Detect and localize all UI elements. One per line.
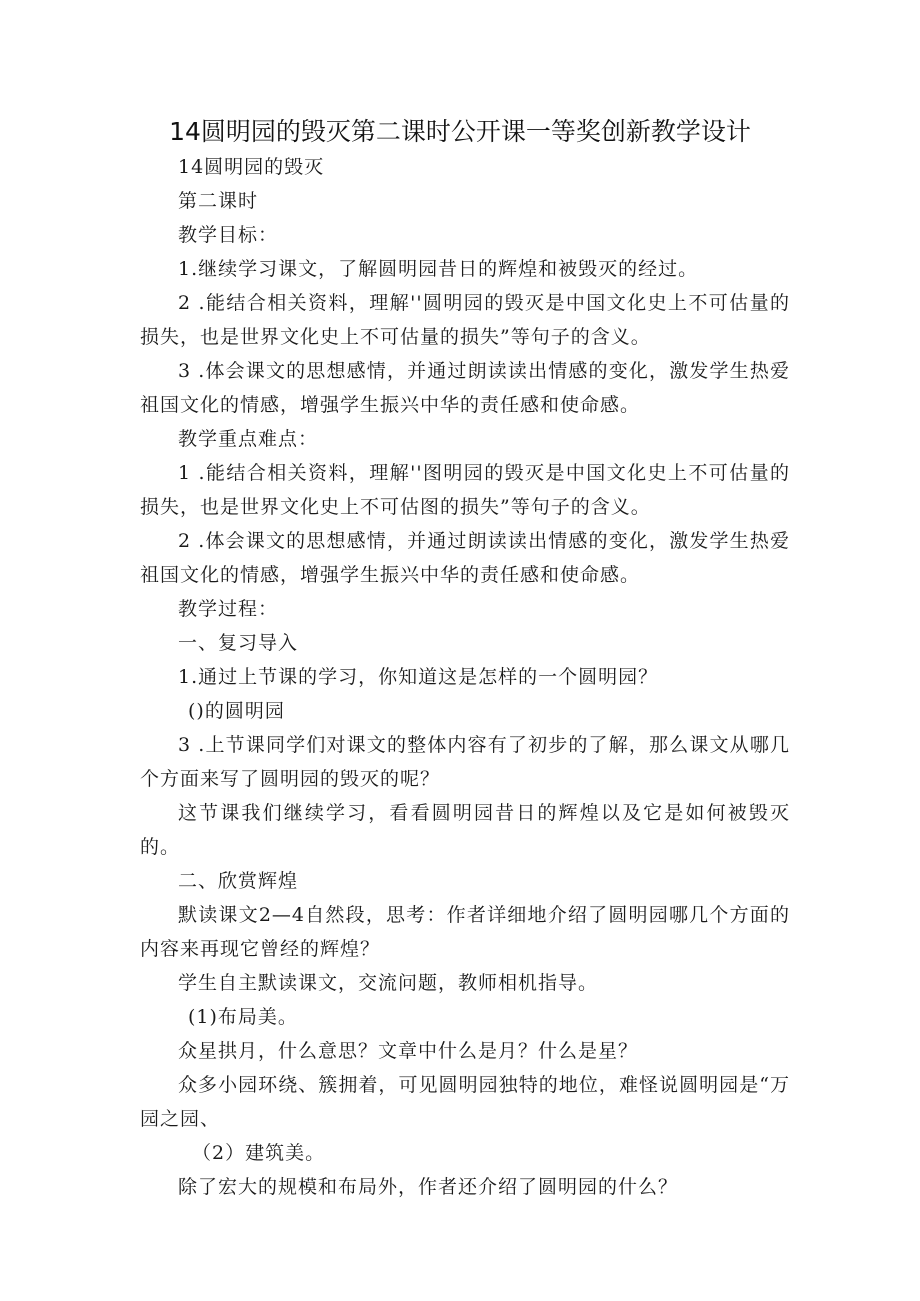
paragraph-lesson-period: 第二课时 — [178, 190, 259, 212]
paragraph-stars-question: 众星拱月，什么意思？文章中什么是月？什么是星？ — [178, 1040, 639, 1062]
paragraph-process-heading: 教学过程： — [178, 598, 279, 620]
paragraph-goal-2: 2 .能结合相关资料，理解''圆明园的毁灭是中国文化史上不可估量的损失，也是世界文化史上不可估量的损失”等句子的含义。 — [140, 292, 790, 348]
paragraph-garden-of-gardens: 众多小园环绕、簇拥着，可见圆明园独特的地位，难怪说圆明园是“万园之园、 — [140, 1074, 790, 1130]
paragraph-student-reading: 学生自主默读课文，交流问题，教师相机指导。 — [178, 972, 599, 994]
paragraph-review-question-3: 3 .上节课同学们对课文的整体内容有了初步的了解，那么课文从哪几个方面来写了圆明园的毁灭的呢？ — [140, 734, 790, 790]
paragraph-review-question-1: 1.通过上节课的学习，你知道这是怎样的一个圆明园？ — [178, 666, 659, 688]
document-title: 14圆明园的毁灭第二课时公开课一等奖创新教学设计 — [169, 117, 751, 146]
paragraph-silent-reading: 默读课文2—4自然段，思考：作者详细地介绍了圆明园哪几个方面的内容来再现它曾经的辉煌？ — [140, 904, 790, 960]
paragraph-layout-beauty: (1)布局美。 — [188, 1006, 298, 1028]
paragraph-lesson-name: 14圆明园的毁灭 — [178, 156, 325, 178]
paragraph-what-else: 除了宏大的规模和布局外，作者还介绍了圆明园的什么？ — [178, 1176, 679, 1198]
paragraph-section-appreciate: 二、欣赏辉煌 — [178, 870, 299, 892]
paragraph-goal-3: 3 .体会课文的思想感情，并通过朗读读出情感的变化，激发学生热爱祖国文化的情感，增强学生振兴中华的责任感和使命感。 — [140, 360, 790, 416]
paragraph-review-blank: ()的圆明园 — [188, 700, 285, 722]
paragraph-section-review: 一、复习导入 — [178, 632, 299, 654]
paragraph-goal-1: 1.继续学习课文，了解圆明园昔日的辉煌和被毁灭的经过。 — [178, 258, 699, 280]
paragraph-continue-study: 这节课我们继续学习，看看圆明园昔日的辉煌以及它是如何被毁灭的。 — [140, 802, 790, 858]
paragraph-goals-heading: 教学目标： — [178, 224, 279, 246]
paragraph-architecture-beauty: （2）建筑美。 — [192, 1142, 326, 1164]
document-body — [140, 150, 790, 1204]
paragraph-key-point-2: 2 .体会课文的思想感情，并通过朗读读出情感的变化，激发学生热爱祖国文化的情感，增强学生振兴中华的责任感和使命感。 — [140, 530, 790, 586]
paragraph-key-points-heading: 教学重点难点： — [178, 428, 319, 450]
paragraph-key-point-1: 1 .能结合相关资料，理解''图明园的毁灭是中国文化史上不可估量的损失，也是世界文化史上不可估图的损失”等句子的含义。 — [140, 462, 790, 518]
